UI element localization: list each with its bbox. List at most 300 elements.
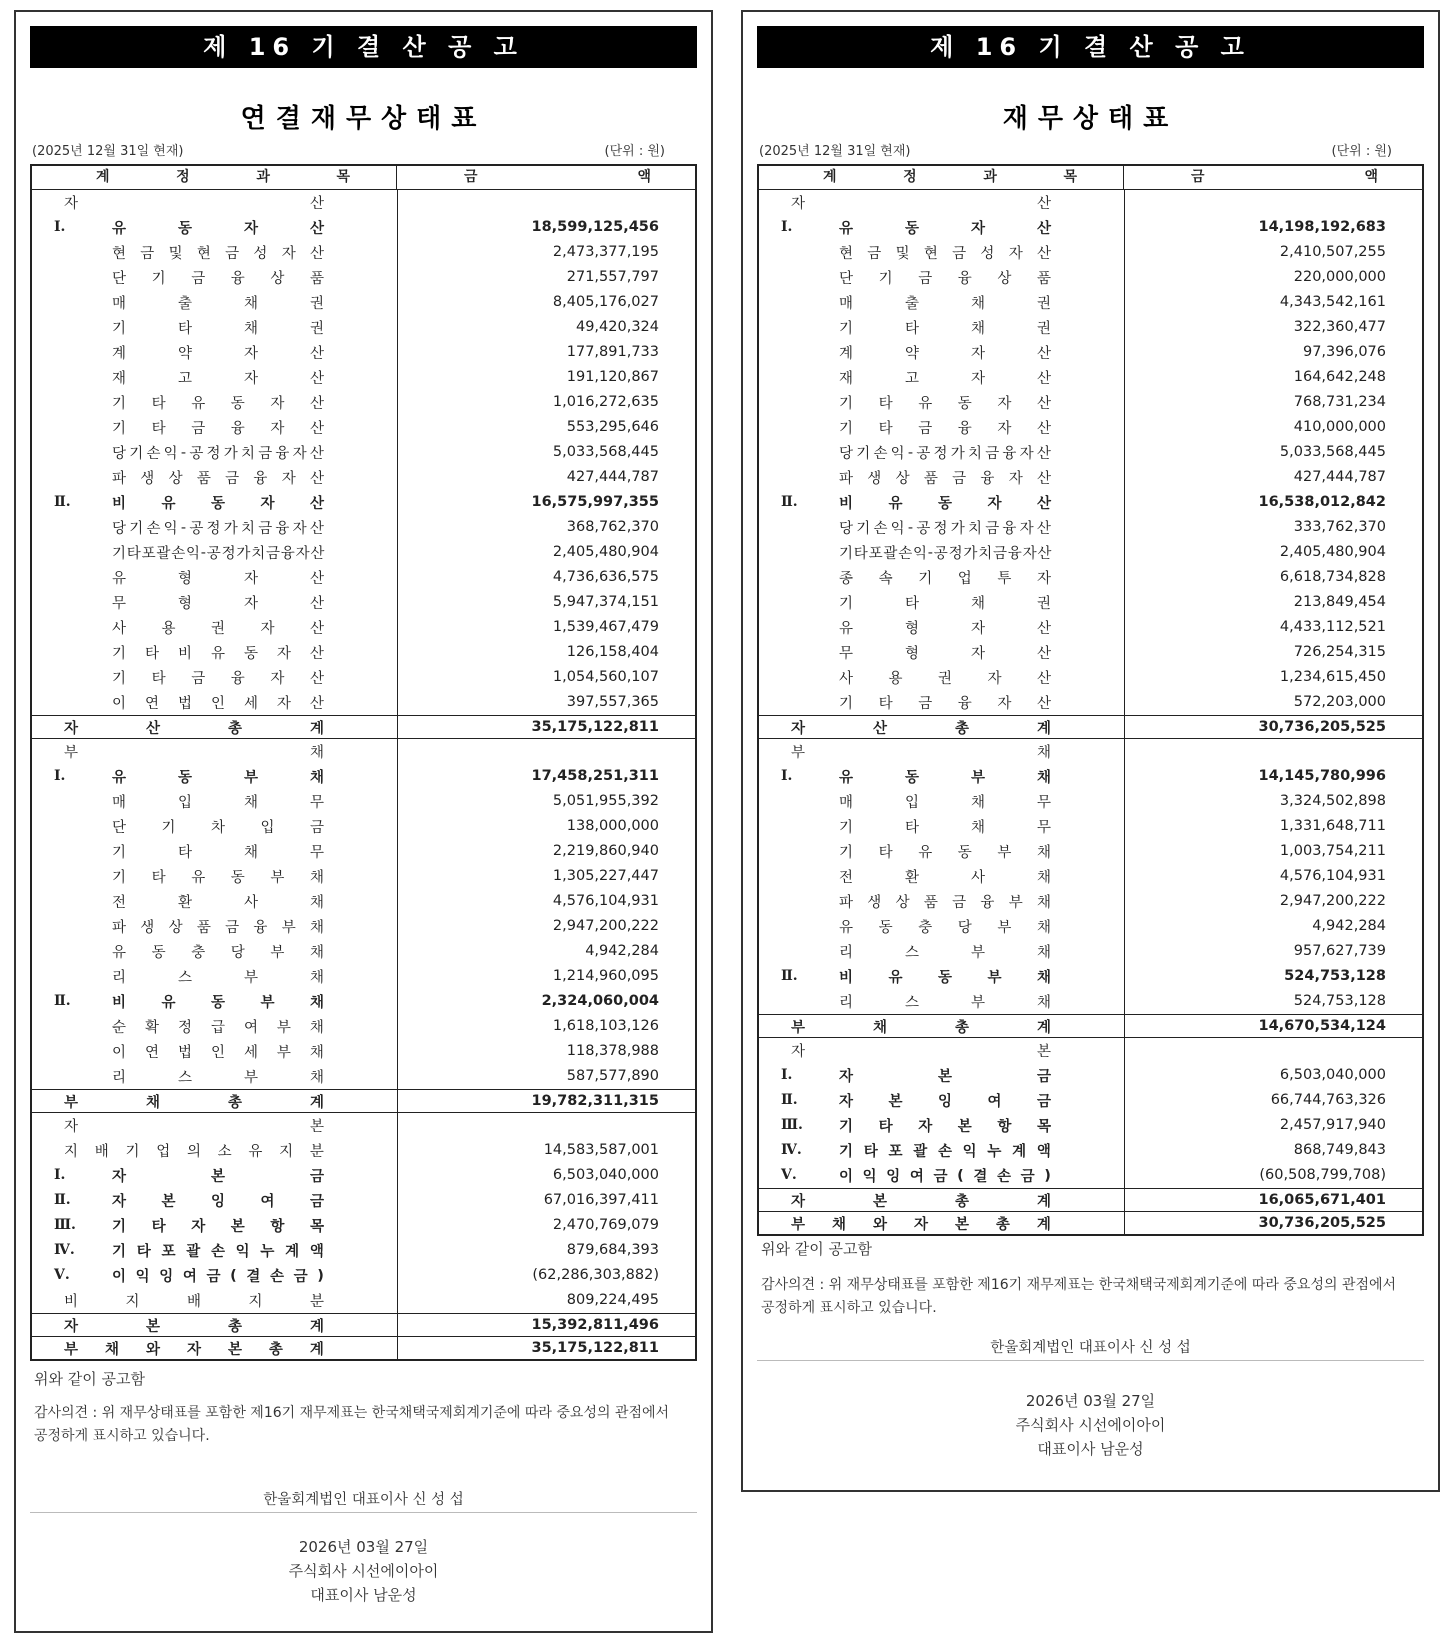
table-row — [32, 1238, 695, 1263]
account-label: 자 산 — [64, 196, 324, 212]
amount-value: 410,000,000 — [1293, 419, 1386, 435]
account-label: 유 동 부 채 — [112, 770, 324, 786]
table-row — [759, 365, 1422, 390]
table-row — [759, 1138, 1422, 1163]
total-amount: 30,736,205,525 — [1258, 1215, 1386, 1231]
account-label: 순 확 정 급 여 부 채 — [112, 1020, 324, 1036]
amount-value: 553,295,646 — [566, 419, 659, 435]
amount-value: 191,120,867 — [566, 369, 659, 385]
table-row — [759, 839, 1422, 864]
account-label: 유 동 자 산 — [839, 221, 1051, 237]
amount-value: 2,324,060,004 — [541, 993, 659, 1009]
table-row — [32, 615, 695, 640]
separate-notice-panel — [741, 10, 1440, 1492]
table-section — [759, 190, 1422, 716]
date-note: (2025년 12월 31일 현재) — [32, 144, 184, 159]
amount-value: 213,849,454 — [1293, 594, 1386, 610]
table-row — [759, 814, 1422, 839]
account-label: 무 형 자 산 — [112, 596, 324, 612]
amount-value: 14,145,780,996 — [1258, 768, 1386, 784]
amount-value: 14,198,192,683 — [1258, 219, 1386, 235]
company-name: 주식회사 시선에이아이 — [1015, 1416, 1166, 1434]
table-row — [32, 415, 695, 440]
account-label: 기 타 유 동 부 채 — [112, 870, 324, 886]
amount-value: 1,214,960,095 — [552, 968, 659, 984]
account-label: 기 타 채 권 — [112, 321, 324, 337]
table-row — [759, 315, 1422, 340]
total-row — [32, 1090, 695, 1113]
account-label: 자 본 — [64, 1119, 324, 1135]
total-amount: 30,736,205,525 — [1258, 719, 1386, 735]
table-row — [759, 540, 1422, 565]
table-row — [32, 590, 695, 615]
amount-value: 322,360,477 — [1293, 319, 1386, 335]
amount-value: 1,331,648,711 — [1279, 818, 1386, 834]
subtotal-row — [759, 964, 1422, 989]
column-divider — [397, 1090, 398, 1112]
amount-value: 868,749,843 — [1293, 1142, 1386, 1158]
section-heading-row — [32, 739, 695, 764]
subtotal-row — [759, 490, 1422, 515]
table-row — [759, 665, 1422, 690]
amount-value: 879,684,393 — [566, 1242, 659, 1258]
account-label: 기 타 포 괄 손 익 누 계 액 — [839, 1144, 1051, 1160]
closing-text: 위와 같이 공고함 — [34, 1370, 145, 1388]
account-label: 유 동 자 산 — [112, 221, 324, 237]
roman-numeral: Ⅱ. — [54, 494, 71, 510]
account-label: 단 기 차 입 금 — [112, 820, 324, 836]
amount-value: 177,891,733 — [566, 344, 659, 360]
account-label: 당 기 손 익 - 공 정 가 치 금 융 자 산 — [112, 444, 324, 462]
table-row — [759, 265, 1422, 290]
account-label: 기 타 유 동 부 채 — [839, 845, 1051, 861]
total-amount: 19,782,311,315 — [531, 1093, 659, 1109]
issue-date: 2026년 03월 27일 — [298, 1538, 429, 1556]
amount-value: 4,736,636,575 — [552, 569, 659, 585]
account-label: 당 기 손 익 - 공 정 가 치 금 융 자 산 — [112, 519, 324, 537]
account-label: 비 유 동 부 채 — [112, 995, 324, 1011]
table-row — [32, 515, 695, 540]
total-label: 자 산 총 계 — [64, 720, 324, 737]
amount-value: 14,583,587,001 — [543, 1142, 659, 1158]
account-label: 사 용 권 자 산 — [839, 671, 1051, 687]
account-label: 부 채 — [791, 745, 1051, 761]
consolidated-notice-panel — [14, 10, 713, 1633]
table-row — [759, 615, 1422, 640]
sheet-title: 재무상태표 — [1002, 104, 1179, 134]
account-label: 유 형 자 산 — [839, 621, 1051, 637]
account-label: 기 타 금 융 자 산 — [839, 421, 1051, 437]
total-label: 자 산 총 계 — [791, 720, 1051, 737]
amount-value: 2,405,480,904 — [1279, 544, 1386, 560]
amount-column-header: 금 액 — [1191, 169, 1378, 185]
amount-value: 6,503,040,000 — [552, 1167, 659, 1183]
account-label: 이 익 잉 여 금 ( 결 손 금 ) — [112, 1267, 324, 1285]
roman-numeral: Ⅰ. — [781, 1067, 793, 1083]
roman-numeral: Ⅱ. — [781, 494, 798, 510]
amount-value: 587,577,890 — [566, 1068, 659, 1084]
amount-value: 271,557,797 — [566, 269, 659, 285]
auditor-signature: 한울회계법인 대표이사 신 성 섭 — [990, 1340, 1191, 1356]
amount-value: 2,947,200,222 — [1279, 893, 1386, 909]
table-row — [759, 889, 1422, 914]
section-heading-row — [759, 1038, 1422, 1063]
table-row — [32, 440, 695, 465]
subtotal-row — [759, 764, 1422, 789]
account-label: 비 지 배 지 분 — [64, 1294, 324, 1310]
amount-value: 1,003,754,211 — [1279, 843, 1386, 859]
column-divider — [1124, 1015, 1125, 1037]
amount-value: 1,016,272,635 — [552, 394, 659, 410]
table-row — [759, 1063, 1422, 1088]
table-row — [32, 340, 695, 365]
amount-value: (60,508,799,708) — [1259, 1167, 1386, 1183]
notice-banner: 제 16 기 결 산 공 고 — [30, 26, 697, 68]
amount-value: 427,444,787 — [566, 469, 659, 485]
total-row — [759, 1212, 1422, 1234]
table-section — [32, 190, 695, 716]
table-row — [759, 1088, 1422, 1113]
account-label: 비 유 동 부 채 — [839, 970, 1051, 986]
table-row — [32, 465, 695, 490]
table-row — [32, 889, 695, 914]
account-label: 유 동 부 채 — [839, 770, 1051, 786]
amount-value: 164,642,248 — [1293, 369, 1386, 385]
amount-value: 1,305,227,447 — [552, 868, 659, 884]
account-label: 종 속 기 업 투 자 — [839, 571, 1051, 587]
account-label: 리 스 부 채 — [112, 1070, 324, 1086]
issue-date: 2026년 03월 27일 — [1025, 1392, 1156, 1410]
total-amount: 35,175,122,811 — [531, 719, 659, 735]
account-label: 자 본 잉 여 금 — [112, 1194, 324, 1210]
subtotal-row — [32, 490, 695, 515]
amount-value: 397,557,365 — [566, 694, 659, 710]
account-label: 전 환 사 채 — [112, 895, 324, 911]
amount-value: 5,947,374,151 — [552, 594, 659, 610]
table-row — [32, 390, 695, 415]
amount-value: 427,444,787 — [1293, 469, 1386, 485]
table-row — [32, 290, 695, 315]
total-row — [759, 716, 1422, 739]
amount-value: 6,618,734,828 — [1279, 569, 1386, 585]
closing-text: 위와 같이 공고함 — [761, 1240, 872, 1258]
account-label: 리 스 부 채 — [112, 970, 324, 986]
total-amount: 14,670,534,124 — [1258, 1018, 1386, 1034]
account-label: 당 기 손 익 - 공 정 가 치 금 융 자 산 — [839, 444, 1051, 462]
account-label: 기 타 금 융 자 산 — [112, 671, 324, 687]
table-row — [32, 540, 695, 565]
amount-value: 333,762,370 — [1293, 519, 1386, 535]
section-heading-row — [32, 190, 695, 215]
column-divider — [1124, 716, 1125, 738]
account-label: 기 타 채 무 — [112, 845, 324, 861]
table-section — [32, 1113, 695, 1314]
account-label: 현 금 및 현 금 성 자 산 — [839, 246, 1051, 262]
account-label: 무 형 자 산 — [839, 646, 1051, 662]
roman-numeral: Ⅰ. — [54, 219, 66, 235]
table-row — [759, 1163, 1422, 1188]
account-label: 자 본 금 — [839, 1069, 1051, 1085]
amount-value: 16,575,997,355 — [531, 494, 659, 510]
roman-numeral: Ⅰ. — [54, 768, 66, 784]
table-row — [32, 964, 695, 989]
roman-numeral: Ⅱ. — [781, 968, 798, 984]
total-amount: 16,065,671,401 — [1258, 1192, 1386, 1208]
amount-value: 1,234,615,450 — [1279, 669, 1386, 685]
account-label: 기 타 자 본 항 목 — [839, 1119, 1051, 1135]
table-row — [32, 365, 695, 390]
table-row — [32, 1014, 695, 1039]
section-heading-row — [759, 739, 1422, 764]
account-label: 이 연 법 인 세 자 산 — [112, 696, 324, 712]
account-label: 기 타 채 권 — [839, 596, 1051, 612]
account-label: 현 금 및 현 금 성 자 산 — [112, 246, 324, 262]
table-row — [32, 315, 695, 340]
roman-numeral: Ⅰ. — [781, 219, 793, 235]
amount-value: 2,405,480,904 — [552, 544, 659, 560]
table-row — [32, 1263, 695, 1288]
account-label: 리 스 부 채 — [839, 945, 1051, 961]
account-label: 전 환 사 채 — [839, 870, 1051, 886]
account-label: 매 입 채 무 — [839, 795, 1051, 811]
roman-numeral: Ⅲ. — [54, 1217, 76, 1233]
account-label: 재 고 자 산 — [112, 371, 324, 387]
total-label: 부 채 와 자 본 총 계 — [791, 1216, 1051, 1233]
amount-value: 2,473,377,195 — [552, 244, 659, 260]
account-label: 기 타 포 괄 손 익 - 공 정 가 치 금 융 자 산 — [839, 544, 1051, 562]
table-row — [32, 1213, 695, 1238]
total-row — [759, 1015, 1422, 1038]
company-name: 주식회사 시선에이아이 — [288, 1562, 439, 1580]
account-label: 기 타 금 융 자 산 — [112, 421, 324, 437]
amount-value: 49,420,324 — [575, 319, 659, 335]
amount-value: 768,731,234 — [1293, 394, 1386, 410]
table-row — [759, 465, 1422, 490]
table-row — [32, 1039, 695, 1064]
auditor-signature: 한울회계법인 대표이사 신 성 섭 — [263, 1492, 464, 1508]
account-label: 자 본 — [791, 1044, 1051, 1060]
total-label: 부 채 총 계 — [64, 1094, 324, 1111]
account-label: 파 생 상 품 금 융 자 산 — [112, 471, 324, 487]
amount-value: 18,599,125,456 — [531, 219, 659, 235]
table-row — [32, 1064, 695, 1089]
table-row — [759, 1113, 1422, 1138]
roman-numeral: Ⅱ. — [54, 993, 71, 1009]
amount-value: 2,410,507,255 — [1279, 244, 1386, 260]
table-row — [759, 515, 1422, 540]
account-label: 기 타 유 동 자 산 — [839, 396, 1051, 412]
amount-value: 126,158,404 — [566, 644, 659, 660]
amount-value: 1,054,560,107 — [552, 669, 659, 685]
account-label: 단 기 금 융 상 품 — [112, 271, 324, 287]
account-label: 당 기 손 익 - 공 정 가 치 금 융 자 산 — [839, 519, 1051, 537]
amount-value: 726,254,315 — [1293, 644, 1386, 660]
table-row — [759, 565, 1422, 590]
total-label: 부 채 와 자 본 총 계 — [64, 1341, 324, 1358]
roman-numeral: Ⅳ. — [54, 1242, 75, 1258]
account-column-header: 계 정 과 목 — [32, 166, 397, 189]
audit-opinion: 감사의견 : 위 재무상태표를 포함한 제16기 재무제표는 한국채택국제회계기준에 따라 중요성의 관점에서 공정하게 표시하고 있습니다. — [761, 1277, 1397, 1316]
account-label: 기 타 유 동 자 산 — [112, 396, 324, 412]
amount-value: 957,627,739 — [1293, 943, 1386, 959]
account-label: 사 용 권 자 산 — [112, 621, 324, 637]
audit-opinion: 감사의견 : 위 재무상태표를 포함한 제16기 재무제표는 한국채택국제회계기준에 따라 중요성의 관점에서 공정하게 표시하고 있습니다. — [34, 1405, 670, 1444]
account-label: 파 생 상 품 금 융 자 산 — [839, 471, 1051, 487]
column-divider — [397, 1337, 398, 1359]
subtotal-row — [32, 989, 695, 1014]
table-row — [759, 440, 1422, 465]
amount-value: 4,343,542,161 — [1279, 294, 1386, 310]
total-label: 자 본 총 계 — [64, 1318, 324, 1335]
amount-value: 4,576,104,931 — [552, 893, 659, 909]
table-row — [32, 1288, 695, 1313]
account-label: 유 형 자 산 — [112, 571, 324, 587]
table-row — [32, 914, 695, 939]
table-row — [759, 240, 1422, 265]
account-column-header: 계 정 과 목 — [759, 166, 1124, 189]
subtotal-row — [759, 215, 1422, 240]
account-label: 매 출 채 권 — [839, 296, 1051, 312]
account-label: 비 유 동 자 산 — [839, 496, 1051, 512]
roman-numeral: Ⅱ. — [781, 1092, 798, 1108]
amount-value: 1,539,467,479 — [552, 619, 659, 635]
amount-value: (62,286,303,882) — [532, 1267, 659, 1283]
column-divider — [397, 716, 398, 738]
amount-value: 4,576,104,931 — [1279, 868, 1386, 884]
account-label: 자 본 금 — [112, 1169, 324, 1185]
account-label: 기 타 포 괄 손 익 - 공 정 가 치 금 융 자 산 — [112, 544, 324, 562]
account-label: 지 배 기 업 의 소 유 지 분 — [64, 1144, 324, 1160]
amount-value: 5,033,568,445 — [1279, 444, 1386, 460]
table-row — [32, 265, 695, 290]
table-row — [32, 789, 695, 814]
amount-value: 2,470,769,079 — [552, 1217, 659, 1233]
table-row — [759, 989, 1422, 1014]
amount-value: 118,378,988 — [566, 1043, 659, 1059]
total-amount: 15,392,811,496 — [531, 1317, 659, 1333]
ceo-name: 대표이사 남운성 — [310, 1586, 417, 1604]
account-label: 매 출 채 권 — [112, 296, 324, 312]
table-row — [32, 665, 695, 690]
table-row — [32, 1163, 695, 1188]
total-row — [32, 1337, 695, 1359]
total-label: 자 본 총 계 — [791, 1193, 1051, 1210]
roman-numeral: Ⅰ. — [781, 768, 793, 784]
amount-value: 2,457,917,940 — [1279, 1117, 1386, 1133]
roman-numeral: Ⅴ. — [781, 1167, 797, 1183]
total-row — [759, 1189, 1422, 1212]
account-label: 부 채 — [64, 745, 324, 761]
account-label: 기 타 채 권 — [839, 321, 1051, 337]
table-section — [759, 1038, 1422, 1189]
account-label: 재 고 자 산 — [839, 371, 1051, 387]
date-note: (2025년 12월 31일 현재) — [759, 144, 911, 159]
roman-numeral: Ⅲ. — [781, 1117, 803, 1133]
account-label: 비 유 동 자 산 — [112, 496, 324, 512]
account-label: 자 본 잉 여 금 — [839, 1094, 1051, 1110]
total-row — [32, 1314, 695, 1337]
roman-numeral: Ⅰ. — [54, 1167, 66, 1183]
account-label: 계 약 자 산 — [112, 346, 324, 362]
account-label: 기 타 포 괄 손 익 누 계 액 — [112, 1244, 324, 1260]
subtotal-row — [32, 764, 695, 789]
total-row — [32, 716, 695, 739]
table-row — [32, 1188, 695, 1213]
table-header — [32, 166, 695, 190]
table-row — [32, 839, 695, 864]
account-label: 매 입 채 무 — [112, 795, 324, 811]
table-row — [759, 690, 1422, 715]
table-row — [32, 814, 695, 839]
amount-value: 368,762,370 — [566, 519, 659, 535]
column-divider — [397, 1314, 398, 1336]
table-row — [32, 240, 695, 265]
amount-value: 1,618,103,126 — [552, 1018, 659, 1034]
table-row — [759, 640, 1422, 665]
table-row — [759, 590, 1422, 615]
account-label: 기 타 채 무 — [839, 820, 1051, 836]
balance-sheet-table — [757, 164, 1424, 1236]
account-label: 기 타 금 융 자 산 — [839, 696, 1051, 712]
amount-value: 809,224,495 — [566, 1292, 659, 1308]
account-label: 기 타 비 유 동 자 산 — [112, 646, 324, 662]
amount-value: 4,433,112,521 — [1279, 619, 1386, 635]
amount-value: 5,033,568,445 — [552, 444, 659, 460]
ceo-name: 대표이사 남운성 — [1037, 1440, 1144, 1458]
unit-note: (단위 : 원) — [1331, 144, 1392, 159]
table-row — [759, 390, 1422, 415]
roman-numeral: Ⅱ. — [54, 1192, 71, 1208]
amount-value: 97,396,076 — [1302, 344, 1386, 360]
account-label: 리 스 부 채 — [839, 995, 1051, 1011]
amount-value: 67,016,397,411 — [543, 1192, 659, 1208]
amount-value: 524,753,128 — [1293, 993, 1386, 1009]
amount-value: 4,942,284 — [585, 943, 659, 959]
account-label: 계 약 자 산 — [839, 346, 1051, 362]
account-label: 단 기 금 융 상 품 — [839, 271, 1051, 287]
amount-value: 572,203,000 — [1293, 694, 1386, 710]
subtotal-row — [32, 215, 695, 240]
balance-sheet-table — [30, 164, 697, 1361]
account-label: 이 익 잉 여 금 ( 결 손 금 ) — [839, 1167, 1051, 1185]
account-label: 유 동 충 당 부 채 — [839, 920, 1051, 936]
notice-banner: 제 16 기 결 산 공 고 — [757, 26, 1424, 68]
table-row — [759, 914, 1422, 939]
table-row — [759, 415, 1422, 440]
table-row — [759, 939, 1422, 964]
amount-value: 66,744,763,326 — [1270, 1092, 1386, 1108]
amount-value: 524,753,128 — [1284, 968, 1386, 984]
amount-value: 8,405,176,027 — [552, 294, 659, 310]
roman-numeral: Ⅳ. — [781, 1142, 802, 1158]
account-label: 파 생 상 품 금 융 부 채 — [839, 895, 1051, 911]
table-row — [759, 789, 1422, 814]
table-row — [32, 565, 695, 590]
amount-value: 6,503,040,000 — [1279, 1067, 1386, 1083]
table-row — [759, 290, 1422, 315]
amount-value: 16,538,012,842 — [1258, 494, 1386, 510]
divider — [757, 1360, 1424, 1361]
amount-value: 17,458,251,311 — [531, 768, 659, 784]
section-heading-row — [759, 190, 1422, 215]
table-row — [32, 640, 695, 665]
table-section — [759, 739, 1422, 1015]
amount-value: 2,219,860,940 — [552, 843, 659, 859]
amount-value: 4,942,284 — [1312, 918, 1386, 934]
table-section — [32, 739, 695, 1090]
total-amount: 35,175,122,811 — [531, 1340, 659, 1356]
amount-value: 3,324,502,898 — [1279, 793, 1386, 809]
